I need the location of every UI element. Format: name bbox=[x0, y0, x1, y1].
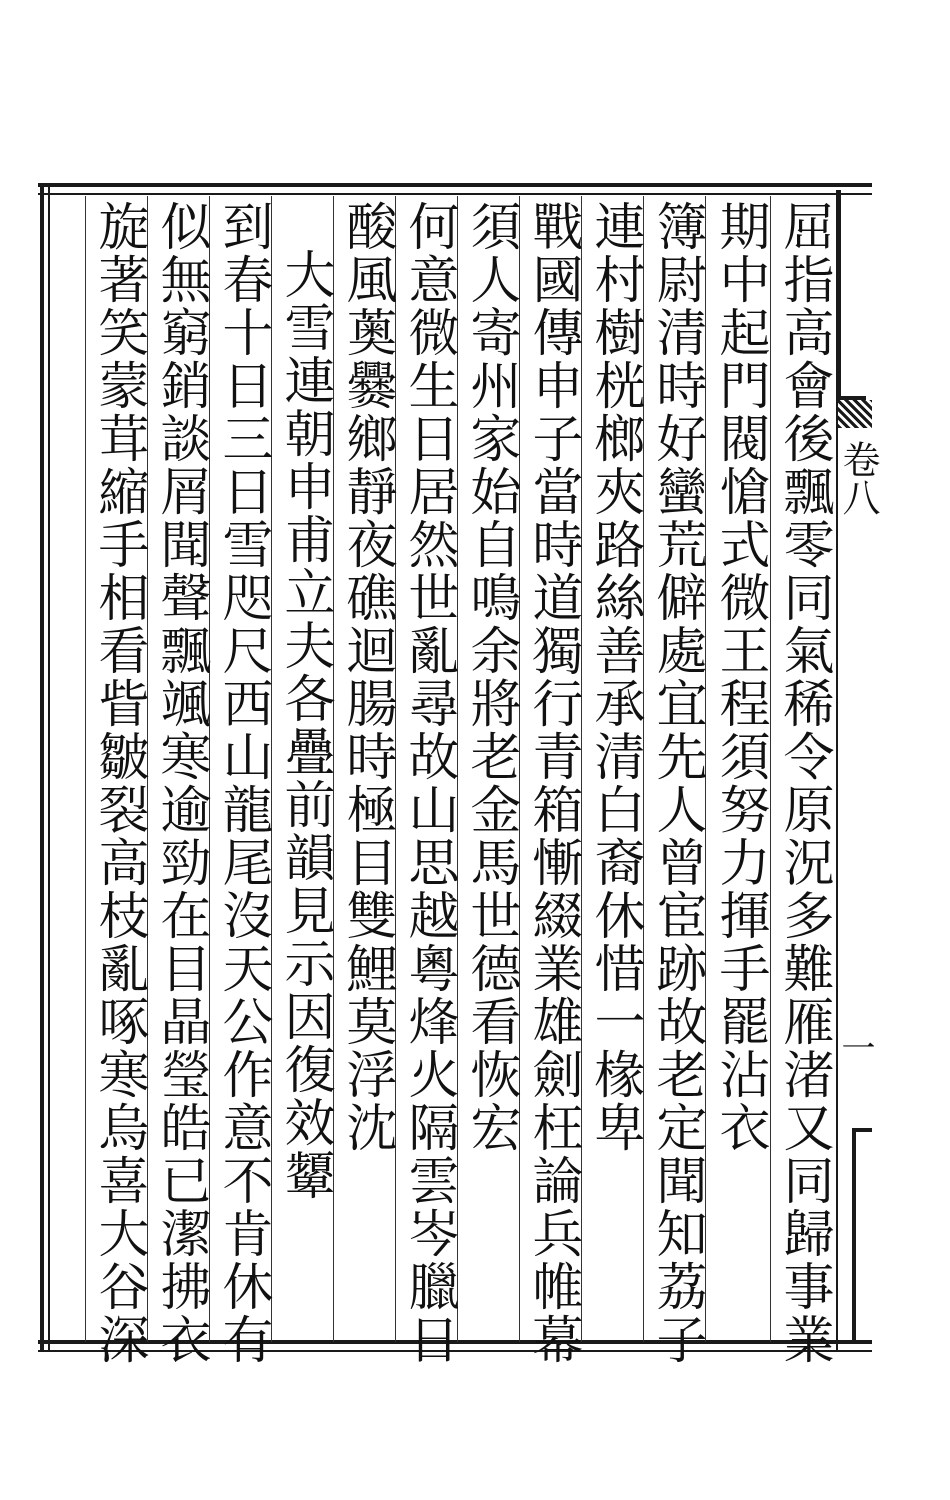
text-column-6: 須人寄州家始自鳴余將老金馬世德看恢宏 bbox=[461, 200, 520, 1154]
frame-top-border bbox=[38, 183, 872, 195]
text-column-7: 何意微生日居然世亂尋故山思越粵烽火隔雲岑臘日 bbox=[399, 200, 458, 1366]
juan-label: 卷八 bbox=[836, 440, 880, 516]
poem-title-column: 大雪連朝申甫立夫各疊前韻見示因復效顰 bbox=[275, 248, 334, 1202]
text-column-1: 屈指高會後飄零同氣稀令原況多難雁渚又同歸事業 bbox=[774, 200, 833, 1366]
text-column-3: 簿尉清時好蠻荒僻處宜先人曾宦跡故老定聞知荔子 bbox=[647, 200, 706, 1366]
fishtail-top-mark bbox=[838, 190, 866, 400]
text-column-4: 連村樹桄榔夾路絲善承清白裔休惜一椽卑 bbox=[585, 200, 644, 1154]
column-divider bbox=[770, 196, 771, 1342]
column-divider bbox=[85, 196, 86, 1342]
fishtail-ornament bbox=[838, 400, 872, 428]
text-column-5: 戰國傳申子當時道獨行青箱慚綴業雄劍枉論兵帷幕 bbox=[523, 200, 582, 1366]
text-column-10: 到春十日三日雪咫尺西山龍尾沒天公作意不肯休有 bbox=[213, 200, 272, 1366]
text-column-8: 酸風薁爨鄉靜夜礁迴腸時極目雙鯉莫浮沈 bbox=[337, 200, 396, 1154]
fishtail-bottom-mark bbox=[852, 1128, 872, 1343]
text-column-11: 似無窮銷談屑聞聲飄颯寒逾勁在目晶瑩皓已潔拂衣 bbox=[151, 200, 210, 1366]
folio-number: 一 bbox=[835, 1030, 875, 1064]
text-column-12: 旋著笑蒙茸縮手相看眥皺裂高枝亂啄寒烏喜大谷深 bbox=[89, 200, 148, 1366]
frame-left-border bbox=[40, 185, 50, 1351]
text-column-2: 期中起門閥愴式微王程須努力揮手罷沾衣 bbox=[710, 200, 769, 1154]
